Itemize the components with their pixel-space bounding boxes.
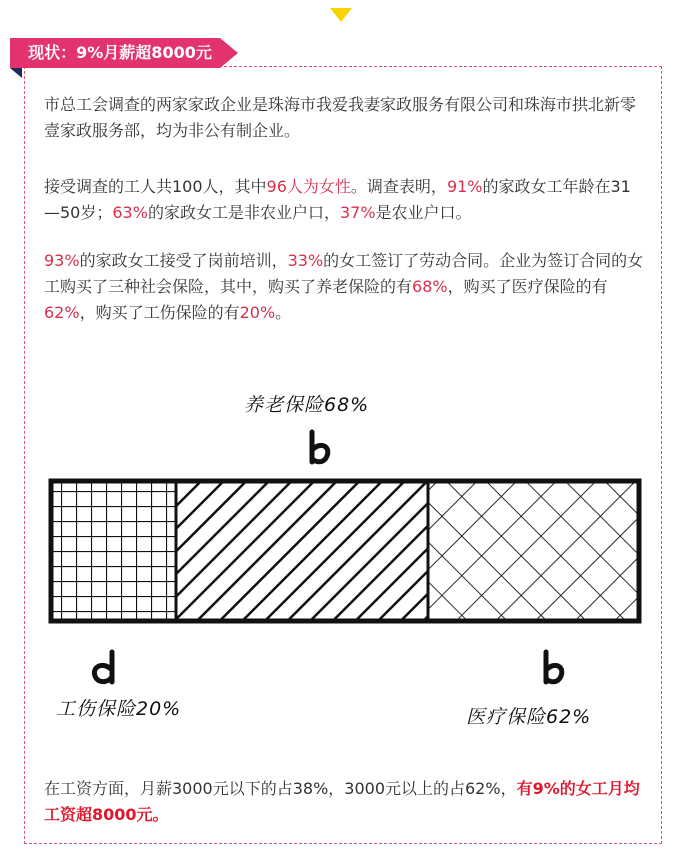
highlight-text: 33% [287,251,324,270]
down-arrow-icon [330,8,352,22]
banner-fold [10,68,22,78]
body-text: 的家政女工接受了岗前培训， [79,251,288,270]
body-text: 。 [275,303,292,322]
insurance-bar-diagram [46,476,644,626]
body-text: ，购买了医疗保险的有 [447,277,608,296]
diagram-label-medical: 医疗保险62% [466,706,592,728]
highlight-text: 68% [412,277,448,296]
paragraph-4 [44,776,644,828]
highlight-text: 63% [112,203,148,222]
salary-highlight: 有9%的女工月均工资超8000元。 [44,779,640,824]
body-text: 的家政女工是非农业户口， [147,203,340,222]
segment-medical [428,482,638,620]
body-text: 是农业户口。 [375,203,472,222]
highlight-text: 93% [44,251,80,270]
diagram-label-work-injury: 工伤保险20% [56,698,182,720]
marker-b-bottom [534,648,574,688]
body-text: 的女工签订了劳动合同。企业为签订合同的女工购买了三种社会保险，其中，购买了养老保险的有 [44,251,644,296]
paragraph-1: 市总工会调查的两家家政企业是珠海市我爱我妻家政服务有限公司和珠海市拱北新零壹家政服务部，均为非公有制企业。 [44,95,637,140]
paragraph-2 [44,174,644,226]
diagram-label-pension: 养老保险68% [244,394,370,416]
highlight-text: 20% [239,303,276,322]
highlight-text: 96人为女性 [266,177,351,196]
salary-text: 在工资方面，月薪3000元以下的占38%，3000元以上的占62%， [44,779,517,798]
marker-a [84,648,124,688]
body-text: 。调查表明， [350,177,447,196]
section-title: 现状：9%月薪超8000元 [28,43,212,62]
body-text: ，购买了工伤保险的有 [79,303,240,322]
highlight-text: 62% [44,303,80,322]
highlight-text: 37% [339,203,376,222]
segment-pension [176,482,428,620]
paragraph-3 [44,248,644,326]
section-banner [10,38,240,68]
body-text: 的家政女工年龄在31—50岁； [44,177,631,222]
marker-b-top [300,428,340,468]
body-text: 接受调查的工人共100人，其中 [44,177,267,196]
highlight-text: 91% [446,177,483,196]
segment-work-injury [52,482,176,620]
